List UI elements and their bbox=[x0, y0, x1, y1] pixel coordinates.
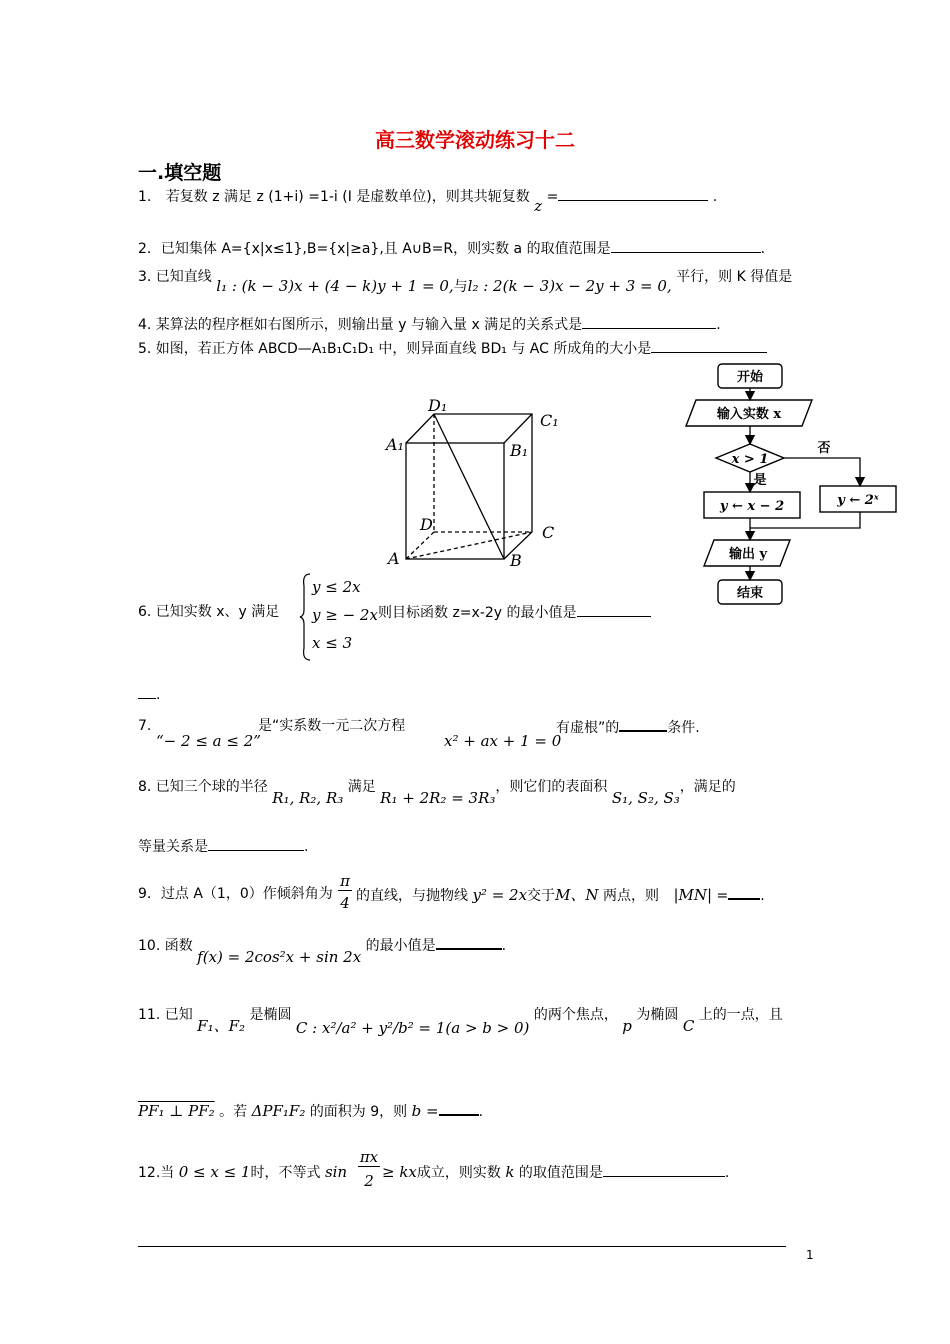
cube-label-b: B bbox=[510, 551, 522, 570]
q1-conjugate-symbol: z bbox=[534, 197, 543, 215]
q8-line-2 bbox=[138, 836, 308, 857]
q6-text-post-wrap bbox=[378, 602, 651, 623]
q7-end: 条件. bbox=[667, 720, 700, 736]
q12-answer-blank[interactable] bbox=[603, 1162, 725, 1177]
q1-end: . bbox=[712, 189, 718, 205]
q11-perpendicular: PF₁ ⊥ PF₂ bbox=[138, 1102, 215, 1120]
question-2 bbox=[138, 238, 765, 259]
page-number: 1 bbox=[806, 1248, 814, 1262]
q8-line2-text: 等量关系是 bbox=[138, 839, 208, 855]
q12-range: 0 ≤ x ≤ 1 bbox=[178, 1163, 251, 1181]
question-7 bbox=[138, 716, 151, 736]
q11-text-post3: 上的一点，且 bbox=[698, 1007, 783, 1023]
question-12 bbox=[138, 1162, 347, 1183]
q9-abs: |MN| bbox=[673, 886, 713, 904]
q8-areas: S₁, S₂, S₃ bbox=[611, 789, 680, 807]
q9-fraction-numerator: π bbox=[338, 872, 352, 891]
q11-foci: F₁、F₂ bbox=[197, 1017, 246, 1035]
q12-end: . bbox=[724, 1165, 730, 1181]
q6-text-post: 则目标函数 z=x-2y 的最小值是 bbox=[378, 605, 577, 621]
flow-output-label: 输出 y bbox=[728, 547, 768, 562]
q7-text-mid: 是“实系数一元二次方程 bbox=[258, 718, 406, 734]
q3-text-pre: 3. 已知直线 bbox=[138, 269, 212, 285]
q1-equals: = bbox=[546, 189, 559, 205]
q6-constraint-1: y ≤ 2x bbox=[312, 578, 361, 596]
q2-answer-blank[interactable] bbox=[611, 238, 761, 253]
q1-number: 1. bbox=[138, 189, 152, 205]
section-heading: 一.填空题 bbox=[138, 162, 222, 184]
cube-label-a1: A₁ bbox=[386, 435, 404, 454]
q3-line-l1: l₁ : (k − 3)x + (4 − k)y + 1 = 0, bbox=[216, 277, 454, 295]
page-title: 高三数学滚动练习十二 bbox=[375, 128, 575, 152]
q2-end: . bbox=[760, 241, 766, 257]
q12-sin: sin bbox=[324, 1163, 348, 1181]
q9-text-pre: 9．过点 A（1，0）作倾斜角为 bbox=[138, 886, 333, 902]
cube-label-d: D bbox=[420, 515, 433, 534]
q10-text-pre: 10. 函数 bbox=[138, 938, 193, 954]
flow-cond-label: x > 1 bbox=[731, 452, 769, 467]
q5-text: 5. 如图，若正方体 ABCD—A₁B₁C₁D₁ 中，则异面直线 BD₁ 与 AC 所成角的大小是 bbox=[138, 341, 652, 357]
q4-end: . bbox=[716, 317, 721, 333]
question-5 bbox=[138, 338, 767, 359]
question-8 bbox=[138, 776, 736, 807]
q2-text: 2．已知集体 A={x|x≤1},B={x|≥a},且 A∪B=R，则实数 a 的取值范围是 bbox=[138, 241, 611, 257]
question-9 bbox=[138, 884, 333, 904]
q9-text-mid2: 交于 bbox=[527, 888, 556, 904]
cube-label-a: A bbox=[388, 549, 400, 568]
q9-answer-blank[interactable] bbox=[728, 884, 760, 900]
q11-text-l2b: 。若 bbox=[219, 1104, 248, 1120]
q10-end: . bbox=[501, 938, 507, 954]
q12-text-mid: 时，不等式 bbox=[250, 1165, 321, 1181]
flow-assign1-label: y ← x − 2 bbox=[719, 499, 785, 514]
q3-text-post: 平行，则 K 得值是 bbox=[676, 269, 793, 285]
cube-figure bbox=[380, 396, 580, 574]
q6-constraint-3: x ≤ 3 bbox=[312, 634, 353, 652]
q8-text-tail: ，满足的 bbox=[679, 779, 736, 795]
cube-label-c1: C₁ bbox=[540, 411, 559, 430]
q12-inequality-rhs: ≥ kx bbox=[382, 1163, 417, 1181]
q12-fraction-denominator: 2 bbox=[364, 1172, 374, 1190]
q4-text: 4. 某算法的程序框如右图所示，则输出量 y 与输入量 x 满足的关系式是 bbox=[138, 317, 583, 333]
q11-end: . bbox=[478, 1104, 484, 1120]
flow-no-label: 否 bbox=[817, 441, 831, 456]
question-11 bbox=[138, 1004, 783, 1037]
q11-text-post2: 为椭圆 bbox=[636, 1007, 679, 1023]
q9-parabola: y² = 2x bbox=[472, 886, 528, 904]
q1-text: 若复数 z 满足 z (1+i) =1-i (I 是虚数单位)，则其共轭复数 bbox=[165, 189, 530, 205]
q11-text-pre: 11. 已知 bbox=[138, 1007, 193, 1023]
q9-mid-wrap bbox=[356, 884, 765, 906]
q11-text-post: 的两个焦点， bbox=[533, 1007, 618, 1023]
q8-text-mid: 满足 bbox=[347, 779, 376, 795]
q11-ellipse: C : x²/a² + y²/b² = 1(a > b > 0) bbox=[295, 1019, 530, 1037]
q8-end: . bbox=[304, 839, 309, 855]
flow-yes-label: 是 bbox=[753, 473, 767, 488]
question-4 bbox=[138, 314, 721, 335]
q11-b-equals: b = bbox=[411, 1102, 439, 1120]
q7-answer-blank[interactable] bbox=[619, 716, 667, 732]
q3-line-l2: l₂ : 2(k − 3)x − 2y + 3 = 0, bbox=[467, 277, 672, 295]
q11-text-mid: 是椭圆 bbox=[249, 1007, 292, 1023]
q11-line-2 bbox=[138, 1100, 483, 1122]
q12-fraction-numerator: πx bbox=[359, 1148, 379, 1166]
q11-text-l2c: 的面积为 9，则 bbox=[309, 1104, 408, 1120]
q6-answer-blank[interactable] bbox=[577, 602, 651, 617]
q10-answer-blank[interactable] bbox=[436, 934, 502, 950]
q3-and: 与 bbox=[453, 279, 468, 295]
q9-equals: = bbox=[716, 888, 729, 904]
q7-condition: “− 2 ≤ a ≤ 2” bbox=[156, 732, 261, 750]
q11-triangle: ΔPF₁F₂ bbox=[251, 1102, 306, 1120]
q8-answer-blank[interactable] bbox=[208, 836, 304, 851]
q7-mid-wrap bbox=[258, 716, 405, 736]
q12-text-post: 成立，则实数 bbox=[416, 1165, 501, 1181]
q7-post-wrap bbox=[556, 716, 700, 738]
q9-end: . bbox=[760, 888, 765, 904]
q1-answer-blank[interactable] bbox=[558, 186, 708, 201]
flow-end-label: 结束 bbox=[736, 586, 764, 601]
cube-label-c: C bbox=[542, 523, 555, 542]
q6-text-pre: 6. 已知实数 x、y 满足 bbox=[138, 604, 280, 620]
q8-equation: R₁ + 2R₂ = 3R₃ bbox=[380, 789, 496, 807]
q11-point-p: p bbox=[622, 1017, 632, 1035]
question-10 bbox=[138, 934, 507, 966]
cube-label-b1: B₁ bbox=[510, 441, 529, 460]
q9-fraction-denominator: 4 bbox=[340, 894, 350, 912]
q9-points: M、N bbox=[555, 886, 599, 904]
q11-answer-blank[interactable] bbox=[439, 1100, 479, 1116]
q12-k: k bbox=[505, 1163, 515, 1181]
q9-text-post: 两点，则 bbox=[603, 888, 659, 904]
flow-input-label: 输入实数 x bbox=[716, 407, 782, 422]
q12-text-pre: 12.当 bbox=[138, 1165, 175, 1181]
cube-label-d1: D₁ bbox=[428, 396, 448, 415]
question-3 bbox=[138, 266, 793, 295]
question-1 bbox=[138, 186, 718, 215]
footer-divider bbox=[138, 1246, 786, 1247]
q6-continuation bbox=[138, 684, 160, 705]
q6-end: . bbox=[156, 687, 161, 703]
q7-equation: x² + ax + 1 = 0 bbox=[444, 732, 562, 750]
q7-number: 7. bbox=[138, 718, 152, 734]
q12-post-wrap bbox=[382, 1162, 729, 1183]
q12-text-post2: 的取值范围是 bbox=[518, 1165, 603, 1181]
q11-curve-c: C bbox=[682, 1017, 695, 1035]
q5-answer-blank[interactable] bbox=[651, 338, 767, 353]
question-6 bbox=[138, 602, 279, 622]
flowchart-figure bbox=[676, 358, 906, 610]
q7-text-post: 有虚根”的 bbox=[556, 720, 620, 736]
flow-assign2-label: y ← 2ˣ bbox=[837, 493, 879, 508]
q4-answer-blank[interactable] bbox=[582, 314, 716, 329]
q8-radii: R₁, R₂, R₃ bbox=[272, 789, 344, 807]
q6-answer-blank-cont[interactable] bbox=[138, 684, 156, 699]
q6-constraint-2: y ≥ − 2x bbox=[312, 606, 378, 624]
flow-start-label: 开始 bbox=[736, 370, 764, 385]
q9-text-mid: 的直线，与抛物线 bbox=[356, 888, 468, 904]
q10-function: f(x) = 2cos²x + sin 2x bbox=[197, 948, 362, 966]
q8-text-pre: 8. 已知三个球的半径 bbox=[138, 779, 268, 795]
q10-text-post: 的最小值是 bbox=[365, 938, 436, 954]
q8-text-post: ，则它们的表面积 bbox=[495, 779, 608, 795]
